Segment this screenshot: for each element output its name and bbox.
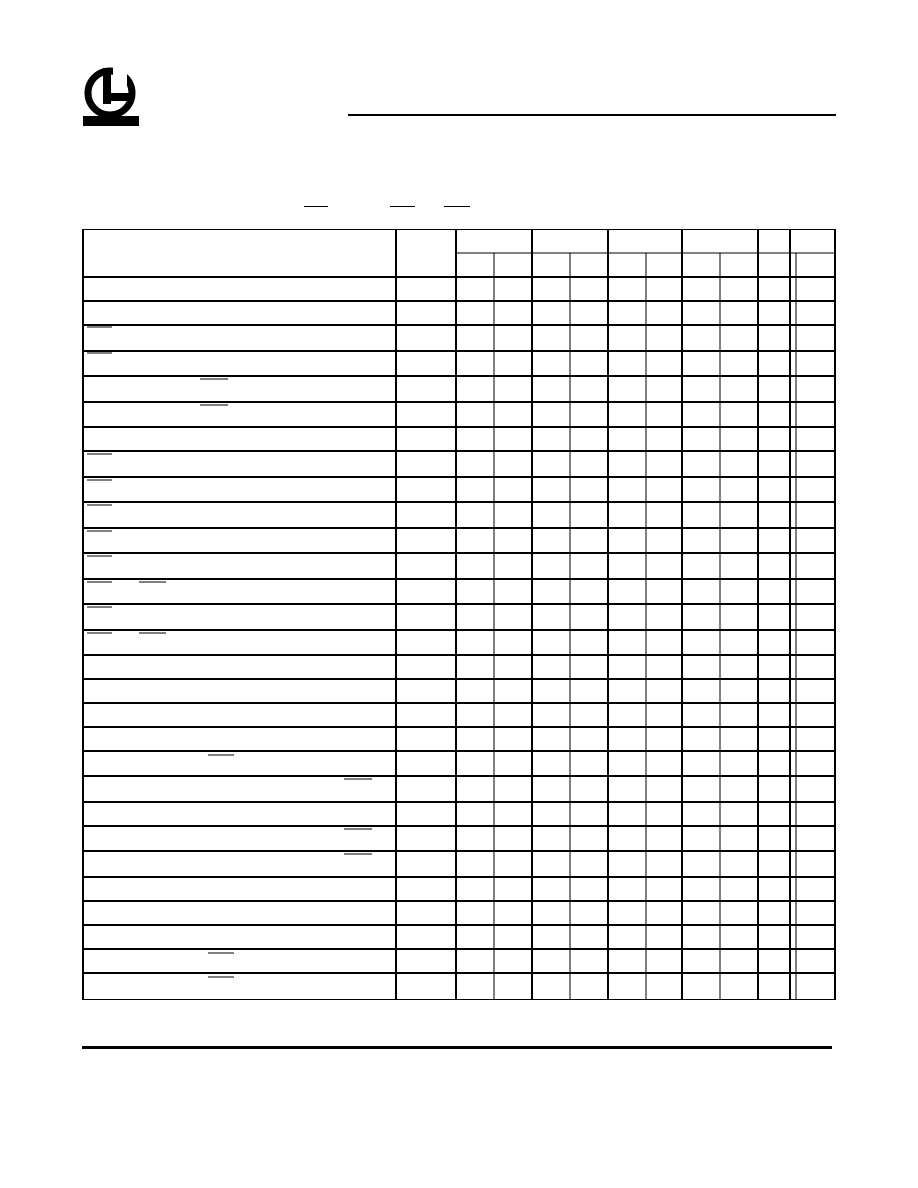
- footer-rule: [82, 1046, 832, 1049]
- company-logo-icon: [83, 64, 139, 126]
- timing-table: [82, 229, 836, 1000]
- header-rule: [348, 114, 836, 116]
- overline-mark: [390, 206, 415, 207]
- overline-mark: [304, 206, 328, 207]
- overline-mark: [444, 206, 470, 207]
